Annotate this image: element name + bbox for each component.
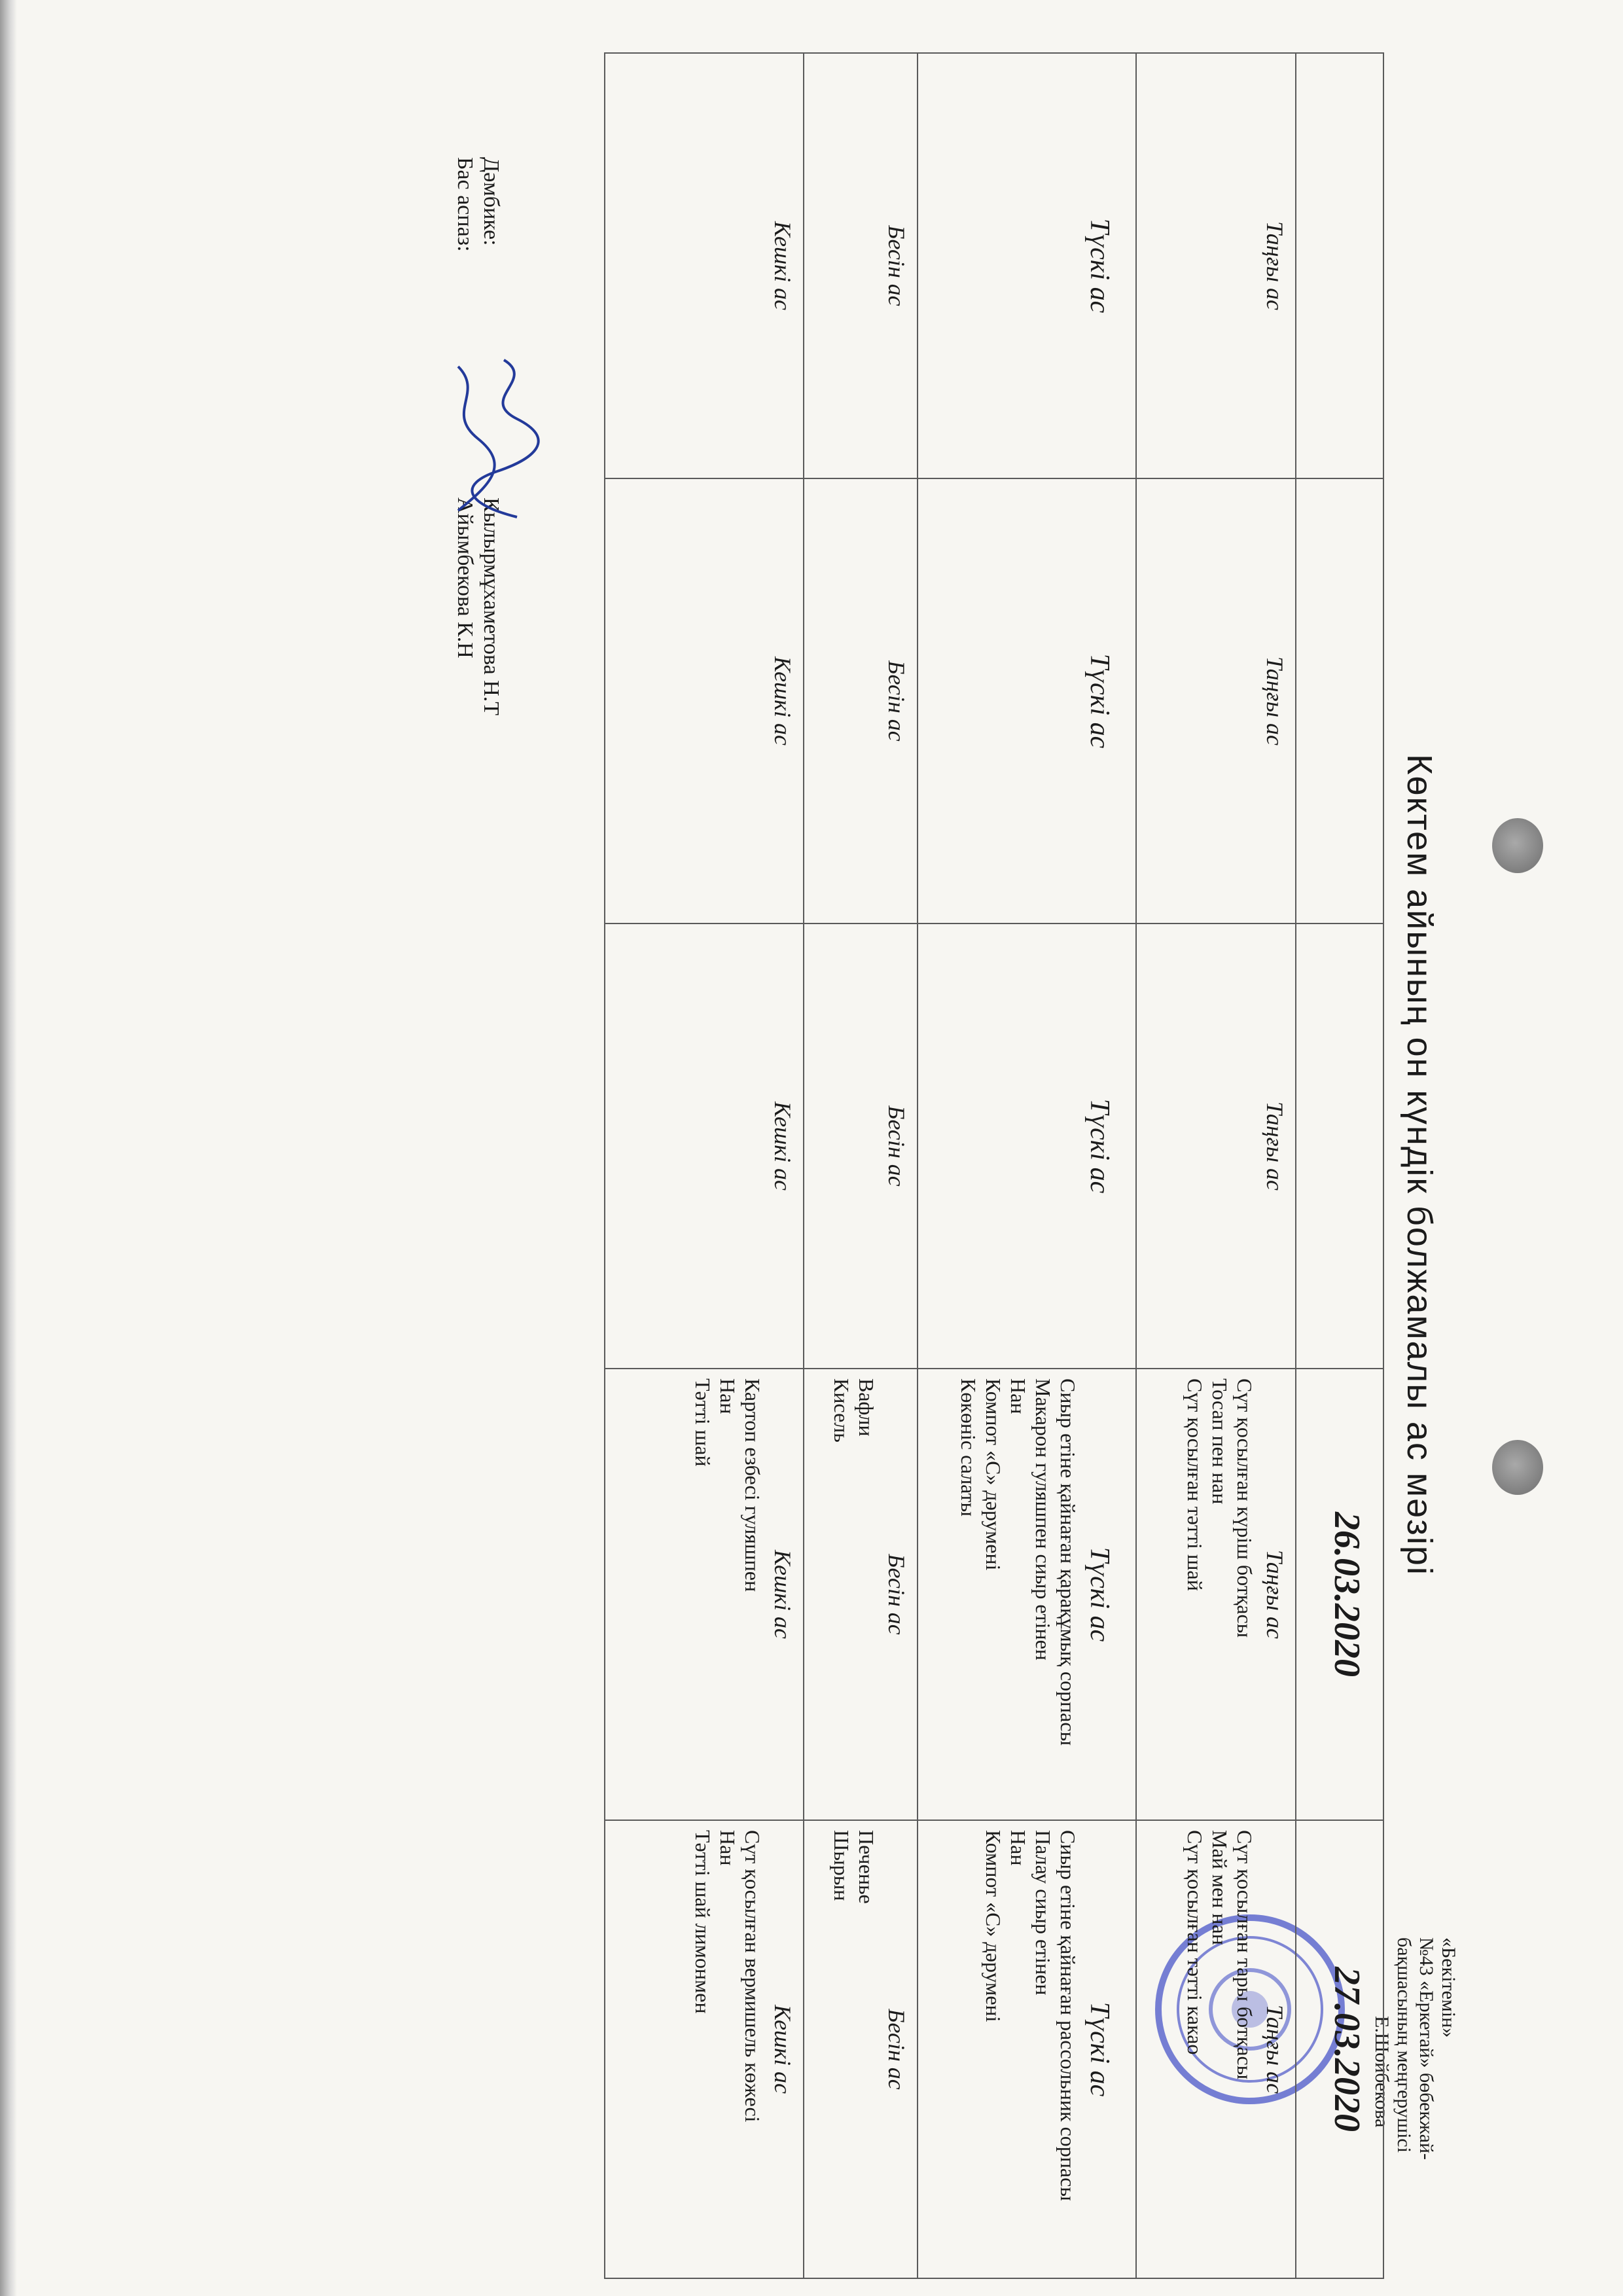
- dish-item: Сүт қосылған тары ботқасы: [1233, 1830, 1257, 2080]
- dish-item: Сүт қосылған күріш ботқасы: [1233, 1378, 1257, 1638]
- breakfast-cell: [1136, 53, 1296, 478]
- dish-item: Сүт қосылған тәтті шай: [1183, 1378, 1207, 1591]
- day-date: 26.03.2020: [1327, 1512, 1367, 1677]
- approval-line-1: «Бекітемін»: [1438, 1937, 1459, 2038]
- breakfast-cell: [1136, 924, 1296, 1369]
- dish-item: Тәтті шай лимонмен: [691, 1830, 715, 2014]
- dish-item: Тосап пен нан: [1208, 1378, 1232, 1505]
- day-date: [1359, 933, 1379, 1359]
- dinner-cell: [605, 478, 804, 924]
- meal-label: Таңғы ас: [1262, 1550, 1288, 1639]
- lunch-cell: [918, 924, 1136, 1369]
- lunch-cell: [918, 1820, 1136, 2278]
- signature-block: [452, 157, 504, 1466]
- lunch-row: [918, 53, 1136, 2278]
- dish-item: Сүт қосылған вермишель көжесі: [741, 1830, 764, 2123]
- breakfast-cell: [1136, 1820, 1296, 2278]
- meal-label: Таңғы ас: [1262, 221, 1288, 310]
- dish-item: Сүт қосылған тәтті какао: [1183, 1830, 1207, 2055]
- dish-item: Май мен нан: [1208, 1830, 1232, 1945]
- dish-item: Шырын: [830, 1830, 853, 1901]
- date-cell: [1296, 478, 1383, 924]
- snack-cell: [804, 478, 918, 924]
- meal-label: Түскі ас: [1084, 2001, 1115, 2097]
- dish-item: Нан: [1007, 1830, 1030, 1866]
- dinner-cell: [605, 1820, 804, 2278]
- dish-item: Печенье: [855, 1830, 878, 1904]
- date-cell: [1296, 924, 1383, 1369]
- snack-cell: [804, 1369, 918, 1820]
- date-cell: [1296, 1369, 1383, 1820]
- snack-cell: [804, 53, 918, 478]
- meal-label: Таңғы ас: [1262, 656, 1288, 745]
- meal-label: Түскі ас: [1084, 1098, 1115, 1194]
- menu-sheet: [438, 52, 1459, 2278]
- dish-item: Нан: [716, 1830, 740, 1866]
- dish-item: Макарон гуляшпен сиыр етінен: [1031, 1378, 1055, 1660]
- approval-line-2: №43 «Еркетай» бөбекжай-: [1416, 1937, 1437, 2161]
- meal-label: Кешкі ас: [770, 656, 796, 745]
- meal-label: Түскі ас: [1084, 653, 1115, 749]
- lunch-cell: [918, 53, 1136, 478]
- dish-item: Компот «С» дәрумені: [982, 1378, 1005, 1571]
- approval-line-4: Е.Шойбекова: [1371, 2016, 1393, 2128]
- dish-item: Вафли: [855, 1378, 878, 1437]
- meal-label: Кешкі ас: [770, 2005, 796, 2094]
- snack-cell: [804, 1820, 918, 2278]
- breakfast-cell: [1136, 478, 1296, 924]
- snack-row: [804, 53, 918, 2278]
- date-cell: [1296, 53, 1383, 478]
- date-row: [1296, 53, 1383, 2278]
- dietitian-role: Дәмбике:: [479, 157, 503, 246]
- breakfast-cell: [1136, 1369, 1296, 1820]
- punch-hole-top: [1492, 818, 1543, 873]
- meal-label: Кешкі ас: [770, 1550, 796, 1639]
- dish-item: Тәтті шай: [691, 1378, 715, 1467]
- punch-hole-bottom: [1492, 1440, 1543, 1495]
- dinner-cell: [605, 924, 804, 1369]
- meal-label: Бесін ас: [883, 1554, 910, 1635]
- meal-label: Бесін ас: [883, 2009, 910, 2090]
- dinner-cell: [605, 53, 804, 478]
- dish-item: Компот «С» дәрумені: [982, 1830, 1005, 2022]
- snack-cell: [804, 924, 918, 1369]
- signature-scribble-icon: [438, 353, 543, 524]
- dish-item: Картоп езбесі гуляшпен: [741, 1378, 764, 1592]
- dish-item: Нан: [716, 1378, 740, 1414]
- dish-item: Көкөніс салаты: [957, 1378, 980, 1517]
- dish-item: Сиыр етіне қайнаған рассольник сорпасы: [1056, 1830, 1080, 2201]
- dish-item: Палау сиыр етінен: [1031, 1830, 1055, 1996]
- meal-label: Кешкі ас: [770, 1102, 796, 1191]
- dish-item: Кисель: [830, 1378, 853, 1443]
- dish-item: Сиыр етіне қайнаған қарақұмық сорпасы: [1056, 1378, 1080, 1746]
- cook-role: Бас аспаз:: [453, 157, 477, 252]
- page-title: Көктем айының он күндік болжамалы ас мәзірі: [1400, 754, 1439, 1576]
- dinner-row: [605, 53, 804, 2278]
- meal-label: Бесін ас: [883, 225, 910, 306]
- meal-label: Түскі ас: [1084, 218, 1115, 314]
- scan-edge-shadow: [0, 0, 17, 2296]
- meal-label: Таңғы ас: [1262, 1102, 1288, 1191]
- lunch-cell: [918, 1369, 1136, 1820]
- dish-item: Нан: [1007, 1378, 1030, 1414]
- meal-label: Бесін ас: [883, 1105, 910, 1187]
- day-date: [1359, 63, 1379, 469]
- breakfast-row: [1136, 53, 1296, 2278]
- meal-label: Кешкі ас: [770, 221, 796, 310]
- dinner-cell: [605, 1369, 804, 1820]
- meal-label: Бесін ас: [883, 660, 910, 742]
- lunch-cell: [918, 478, 1136, 924]
- cook-name: Айымбекова К.Н: [453, 497, 477, 658]
- approval-line-3: бақшасының меңгерушісі: [1393, 1937, 1415, 2153]
- day-date: [1359, 488, 1379, 914]
- menu-table: [604, 52, 1384, 2279]
- meal-label: Түскі ас: [1084, 1547, 1115, 1642]
- day-date: 27.03.2020: [1327, 1967, 1367, 2132]
- dietitian-name: Кылырмұхаметова Н.Т: [479, 497, 503, 716]
- date-cell: [1296, 1820, 1383, 2278]
- meal-label: Таңғы ас: [1262, 2005, 1288, 2094]
